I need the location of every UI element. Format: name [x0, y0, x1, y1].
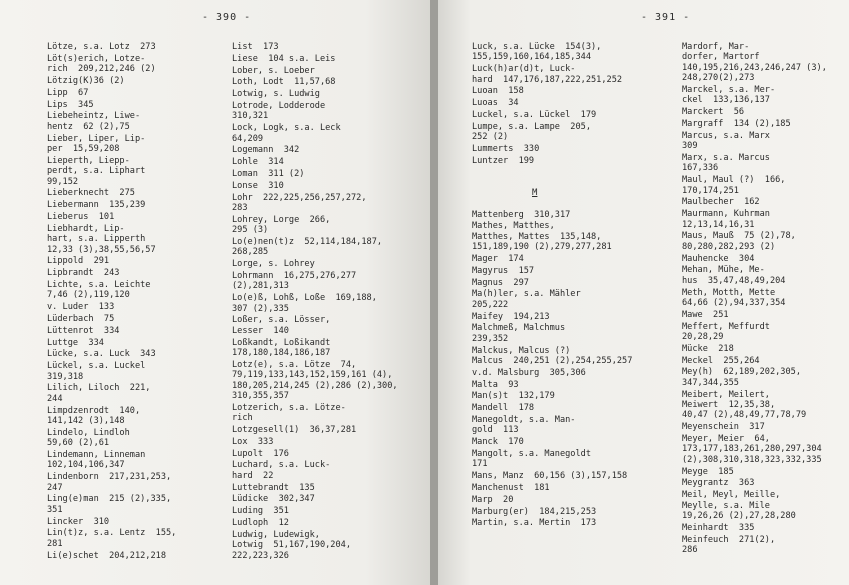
- index-entry: Liebhardt, Lip- hart, s.a. Lipperth 12,33 (3),38,55,56,57: [47, 223, 156, 255]
- index-entry: Marckert 56: [682, 107, 745, 118]
- index-entry: Ludloph 12: [232, 518, 289, 528]
- index-entry: Lindemann, Linneman 102,104,106,347: [47, 450, 146, 471]
- index-entry: Magnus 297: [472, 277, 529, 288]
- index-entry: Luck(h)ar(d)t, Luck- hard 147,176,187,222,251,252: [472, 64, 623, 85]
- index-entry: Martin, s.a. Mertin 173: [472, 518, 597, 529]
- index-entry: Lücke, s.a. Luck 343: [47, 349, 156, 360]
- index-entry: Margraff 134 (2),185: [682, 119, 791, 130]
- index-entry: Ling(e)man 215 (2),335, 351: [47, 494, 172, 515]
- index-entry: Malckus, Malcus (?) Malcus 240,251 (2),254,255,257: [472, 345, 633, 366]
- index-entry: Lieperth, Liepp- perdt, s.a. Liphart 99,152: [47, 155, 146, 187]
- index-entry: Meil, Meyl, Meille, Meylle, s.a. Mile 19,26,26 (2),27,28,280: [682, 490, 796, 522]
- index-column-left-2: [232, 42, 422, 562]
- index-entry: Lieber, Liper, Lip- per 15,59,208: [47, 133, 146, 154]
- index-entry: Lüdicke 302,347: [232, 494, 315, 505]
- index-entry: Lüttenrot 334: [47, 325, 120, 336]
- index-entry: Lummerts 330: [472, 144, 540, 154]
- index-entry: Magyrus 157: [472, 265, 535, 276]
- index-entry: Ma(h)ler, s.a. Mähler 205,222: [472, 289, 581, 310]
- index-entry: Lotz(e), s.a. Lötze 74, 79,119,133,143,152,159,161 (4), 180,205,214,245 (2),286 (2),300, 310,355,357: [232, 359, 398, 402]
- right-page: [438, 0, 849, 585]
- index-entry: Loßer, s.a. Lösser, Lesser 140: [232, 315, 331, 336]
- index-entry: Lotzgesell(1) 36,37,281: [232, 425, 357, 436]
- index-entry: Lin(t)z, s.a. Lentz 155, 281: [47, 528, 177, 549]
- index-entry: Liese 104 s.a. Leis: [232, 53, 336, 64]
- index-entry: Meyenschein 317: [682, 422, 765, 433]
- index-entry: Marckel, s.a. Mer- ckel 133,136,137: [682, 85, 776, 106]
- index-entry: Logemann 342: [232, 145, 300, 156]
- index-entry: Meygrantz 363: [682, 478, 755, 489]
- index-entry: Meffert, Meffurdt 20,28,29: [682, 321, 770, 343]
- index-entry: Mardorf, Mar- dorfer, Martorf 140,195,216,243,246,247 (3), 248,270(2),273: [682, 42, 827, 84]
- index-entry: v.d. Malsburg 305,306: [472, 367, 586, 378]
- index-entry: Lindelo, Lindloh 59,60 (2),61: [47, 427, 130, 449]
- index-entry: v. Luder 133: [47, 302, 115, 313]
- index-entry: Lilich, Liloch 221, 244: [47, 383, 151, 404]
- index-entry: Luttebrandt 135: [232, 482, 315, 493]
- index-entry: Lohr 222,225,256,257,272, 283: [232, 192, 367, 213]
- index-entry: Liebermann 135,239: [47, 200, 146, 211]
- index-entry: Lindenborn 217,231,253, 247: [47, 472, 172, 493]
- index-entry: Lo(e)nen(t)z 52,114,184,187, 268,285: [232, 236, 383, 258]
- index-entry: Luttge 334: [47, 337, 104, 348]
- index-entry: Mager 174: [472, 254, 524, 264]
- index-entry: Lückel, s.a. Luckel 319,318: [47, 361, 146, 382]
- index-column-left-1: [47, 42, 227, 562]
- index-entry: Loth, Lodt 11,57,68: [232, 77, 336, 88]
- index-entry: Loman 311 (2): [232, 168, 305, 179]
- book-gutter: [430, 0, 438, 585]
- index-entry: Liebeheintz, Liwe- hentz 62 (2),75: [47, 111, 141, 132]
- index-entry: Lincker 310: [47, 516, 110, 527]
- index-entry: Luoan 158: [472, 86, 524, 97]
- index-column-right-2: [682, 42, 847, 557]
- index-entry: Malta 93: [472, 379, 519, 390]
- index-entry: Maurmann, Kuhrman 12,13,14,16,31: [682, 209, 770, 230]
- index-entry: Lupolt 176: [232, 448, 289, 459]
- index-entry: Lieberus 101: [47, 212, 115, 222]
- index-entry: Mauhencke 304: [682, 253, 755, 264]
- index-entry: Löt(s)erich, Lotze- rich 209,212,246 (2): [47, 53, 156, 75]
- index-entry: Maus, Mauß 75 (2),78, 80,280,282,293 (2): [682, 231, 796, 252]
- index-entry: Luckel, s.a. Lückel 179: [472, 110, 597, 120]
- index-entry: Lohrey, Lorge 266, 295 (3): [232, 214, 331, 236]
- index-entry: Mattenberg 310,317: [472, 209, 571, 220]
- index-entry: List 173: [232, 42, 279, 52]
- index-entry: Luck, s.a. Lücke 154(3), 155,159,160,164,185,344: [472, 42, 602, 63]
- index-entry: Lohrmann 16,275,276,277 (2),281,313: [232, 270, 357, 292]
- index-entry: Lorge, s. Lohrey: [232, 259, 315, 270]
- index-entry: Lüderbach 75: [47, 314, 115, 324]
- index-entry: Lotzerich, s.a. Lötze- rich: [232, 402, 346, 424]
- index-entry: Marp 20: [472, 494, 514, 505]
- index-entry: Man(s)t 132,179: [472, 391, 555, 402]
- index-entry: Marburg(er) 184,215,253: [472, 506, 597, 517]
- index-entry: Lober, s. Loeber: [232, 65, 315, 76]
- index-column-right-1: [472, 42, 677, 530]
- index-entry: Manegoldt, s.a. Man- gold 113: [472, 414, 576, 436]
- index-entry: Meinfeuch 271(2), 286: [682, 534, 776, 556]
- index-entry: Luding 351: [232, 506, 289, 517]
- index-entry: Manck 170: [472, 437, 524, 448]
- index-entry: Lumpe, s.a. Lampe 205, 252 (2): [472, 121, 591, 143]
- index-entry: Lichte, s.a. Leichte 7,46 (2),119,120: [47, 280, 151, 301]
- index-entry: Mangolt, s.a. Manegoldt 171: [472, 448, 591, 470]
- index-entry: Meckel 255,264: [682, 355, 760, 366]
- index-entry: Malchmeß, Malchmus 239,352: [472, 323, 566, 344]
- index-entry: Lippold 291: [47, 256, 110, 267]
- page-number-right: - 391 -: [641, 12, 691, 23]
- index-entry: Limpdzenrodt 140, 141,142 (3),148: [47, 405, 141, 426]
- page-number-left: - 390 -: [202, 12, 252, 23]
- index-entry: Lonse 310: [232, 180, 284, 191]
- index-entry: Maul, Maul (?) 166, 170,174,251: [682, 175, 786, 196]
- index-entry: Manchenust 181: [472, 482, 550, 493]
- index-entry: Maulbecher 162: [682, 197, 760, 208]
- index-entry: Lips 345: [47, 99, 94, 110]
- index-entry: Luoas 34: [472, 98, 519, 109]
- index-entry: Lipp 67: [47, 87, 89, 98]
- index-entry: Lotwig, s. Ludwig: [232, 89, 320, 100]
- index-entry: Meyer, Meier 64, 173,177,183,261,280,297,304 (2),308,310,318,323,332,335: [682, 434, 822, 465]
- index-entry: Marcus, s.a. Marx 309: [682, 130, 770, 152]
- index-entry: Lipbrandt 243: [47, 268, 120, 279]
- index-entry: Lock, Logk, s.a. Leck 64,209: [232, 123, 341, 144]
- index-entry: Luchard, s.a. Luck- hard 22: [232, 460, 331, 481]
- index-entry: Meth, Motth, Mette 64,66 (2),94,337,354: [682, 287, 786, 309]
- index-entry: Lieberknecht 275: [47, 188, 135, 199]
- index-entry: Mey(h) 62,189,202,305, 347,344,355: [682, 367, 801, 388]
- index-entry: Meibert, Meilert, Meiwert 12,35,38, 40,47 (2),48,49,77,78,79: [682, 389, 807, 421]
- index-entry: Mehan, Mühe, Me- hus 35,47,48,49,204: [682, 265, 786, 286]
- letter-heading: M: [532, 187, 538, 198]
- index-entry: Lötze, s.a. Lotz 273: [47, 42, 156, 52]
- section-gap: [472, 168, 677, 182]
- index-entry: Mücke 218: [682, 343, 734, 354]
- index-entry: Mandell 178: [472, 403, 535, 414]
- index-entry: Lotrode, Lodderode 310,321: [232, 100, 326, 122]
- index-entry: Maifey 194,213: [472, 311, 550, 322]
- index-entry: Li(e)schet 204,212,218: [47, 550, 166, 561]
- index-entry: Mans, Manz 60,156 (3),157,158: [472, 471, 628, 482]
- index-entry: Mathes, Matthes, Matthes, Mattes 135,148, 151,189,190 (2),279,277,281: [472, 221, 612, 253]
- index-entry: Meinhardt 335: [682, 522, 755, 533]
- index-entry: Luntzer 199: [472, 155, 535, 166]
- index-entry: Mawe 251: [682, 309, 729, 320]
- index-entry: Lohle 314: [232, 157, 284, 168]
- index-entry: Lo(e)ß, Lohß, Loße 169,188, 307 (2),335: [232, 293, 377, 314]
- index-entry: Marx, s.a. Marcus 167,336: [682, 153, 770, 174]
- index-entry: Meyge 185: [682, 466, 734, 477]
- index-entry: Lox 333: [232, 436, 274, 447]
- index-entry: Ludwig, Ludewigk, Lotwig 51,167,190,204, 222,223,326: [232, 529, 351, 561]
- index-entry: Loßkandt, Loßikandt 178,180,184,186,187: [232, 337, 331, 358]
- index-entry: Lötzig(K)36 (2): [47, 76, 125, 86]
